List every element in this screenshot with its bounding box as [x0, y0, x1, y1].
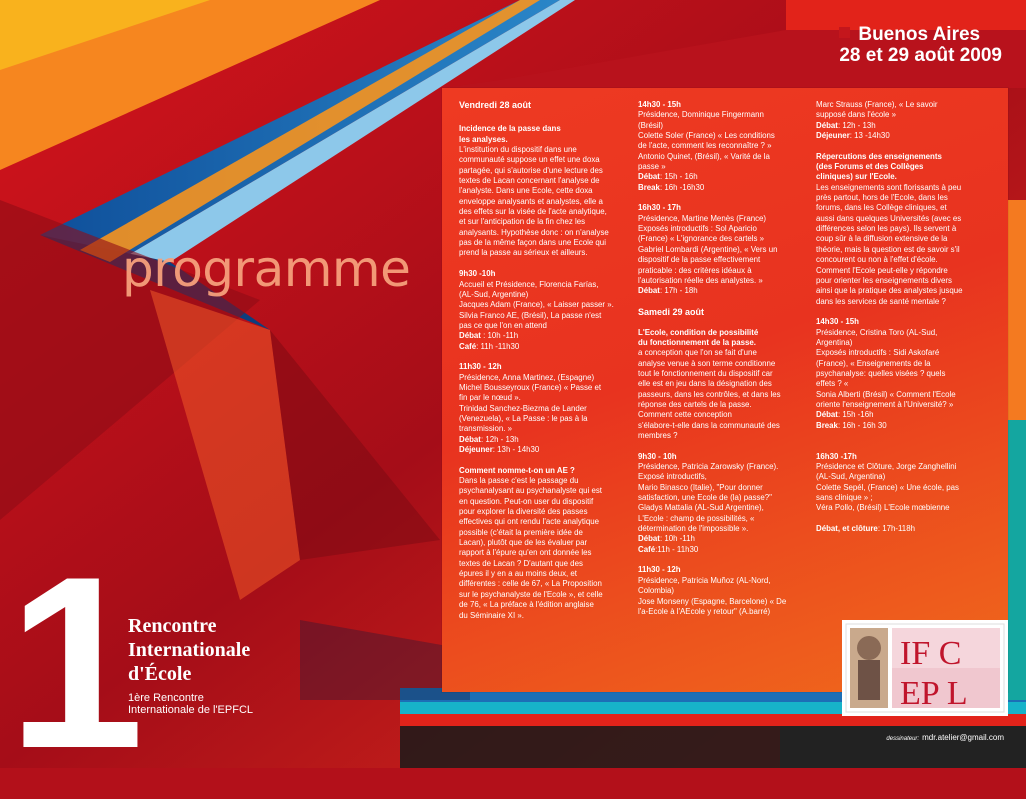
- text-line: analysants. Hypothèse donc : on n'analyse: [459, 227, 609, 237]
- text-line: l'autorisation réelle des analystes. »: [638, 275, 763, 285]
- programme-panel: [442, 88, 1008, 692]
- text-line: Exposés introductifs : Sidi Askofaré: [816, 348, 940, 358]
- text-line: communauté suppose un effet une doxa: [459, 155, 600, 165]
- text-line: Café: 11h -11h30: [459, 341, 520, 351]
- text-line: sans clinique » ;: [816, 493, 873, 503]
- text-line: du Séminaire XI ».: [459, 610, 524, 620]
- text-line: Accueil et Présidence, Florencia Farías,: [459, 279, 599, 289]
- text-line: Débat, et clôture: 17h-118h: [816, 524, 915, 534]
- text-line: Gabriel Lombardi (Argentine), « Vers un: [638, 244, 778, 254]
- section-heading: Répercutions des enseignements: [816, 151, 942, 161]
- text-line: Débat: 12h - 13h: [816, 120, 876, 130]
- text-line: ainsi que la pratique des analystes jusque: [816, 286, 963, 296]
- session-time: 9h30 -10h: [459, 269, 496, 279]
- programme-title: programme: [122, 240, 411, 298]
- section-heading: du fonctionnement de la passe.: [638, 337, 756, 347]
- text-line: pas de la même façon dans une Ecole qui: [459, 238, 606, 248]
- text-line: Exposés introductifs : Sol Aparicio: [638, 224, 757, 234]
- text-line: dispositif de la passe effectivement: [638, 255, 761, 265]
- session-time: 16h30 -17h: [816, 451, 857, 461]
- text-line: Exposé introductifs,: [638, 472, 707, 482]
- text-line: Café:11h - 11h30: [638, 544, 699, 554]
- session-time: 14h30 - 15h: [638, 100, 681, 109]
- text-line: effets ? «: [816, 379, 849, 389]
- text-line: Déjeuner: 13h - 14h30: [459, 445, 540, 454]
- text-line: (France) « L'ignorance des cartels »: [638, 234, 765, 244]
- text-line: prend la passe au sérieux et ailleurs.: [459, 248, 588, 258]
- text-line: différences selon les pays). Ils servent à: [816, 224, 957, 234]
- text-line: Lacan), plutôt que de les évaluer par: [459, 538, 588, 548]
- text-line: de 76, « La préface à l'édition anglaise: [459, 600, 594, 610]
- text-line: près partout, hors de l'Ecole, dans les: [816, 193, 948, 203]
- text-line: aussi dans quelques Universités (avec es: [816, 213, 962, 223]
- text-line: Présidence, Dominique Fingermann: [638, 110, 764, 120]
- text-line: possible (c'était la première idée de: [459, 527, 583, 537]
- event-dates: 28 et 29 août 2009: [839, 45, 1002, 66]
- event-title-line: Rencontre: [128, 615, 217, 637]
- text-line: rapport à l'épure qu'en ont donnée les: [459, 548, 592, 558]
- text-line: Débat: 12h - 13h: [459, 434, 519, 444]
- epfcl-logo-graphic: [842, 620, 1008, 716]
- text-line: (France), « Enseignements de la: [816, 358, 931, 368]
- text-line: passe »: [638, 162, 666, 172]
- column-friday-saturday: [638, 100, 803, 617]
- text-line: réponse des cartels de la passe.: [638, 399, 752, 409]
- logo-text-top: IF C: [900, 635, 962, 672]
- text-line: analyse venue à son terme conditionne: [638, 358, 776, 368]
- text-line: Débat: 15h - 16h: [638, 172, 698, 182]
- session-time: 16h30 - 17h: [638, 203, 681, 213]
- section-heading: (des Forums et des Collèges: [816, 162, 924, 172]
- text-line: praticable : des critères idéaux à: [638, 265, 752, 275]
- section-heading: Comment nomme-t-on un AE ?: [459, 465, 575, 475]
- text-line: concourent ou non à l'effet d'école.: [816, 255, 938, 265]
- red-square-icon: [839, 27, 850, 38]
- credit-label: dessinateur:: [886, 736, 920, 742]
- session-time: 11h30 - 12h: [638, 565, 681, 575]
- text-line: elle est en jeu dans la désignation des: [638, 379, 772, 389]
- text-line: Comment l'Ecole peut-elle y répondre: [816, 265, 948, 275]
- text-line: Présidence, Patricia Muñoz (AL-Nord,: [638, 575, 771, 585]
- text-line: passeurs, dans les contrôles, et dans les: [638, 389, 781, 399]
- text-line: l'analyste. Dans une Ecole, cette doxa: [459, 186, 593, 196]
- text-line: effectives qui ont rendu l'acte analytique: [459, 517, 599, 527]
- event-city: Buenos Aires: [858, 24, 981, 45]
- text-line: l'a-Ecole à l'AEcole y retour" (A.barré): [638, 606, 771, 616]
- text-line: forums, dans les Collège cliniques, et: [816, 203, 947, 213]
- event-location-dates: [839, 24, 1002, 66]
- text-line: Break: 16h - 16h 30: [816, 420, 887, 430]
- text-line: transmission. »: [459, 424, 513, 434]
- text-line: Colombia): [638, 586, 674, 596]
- text-line: Trinidad Sanchez-Biezma de Lander: [459, 403, 587, 413]
- text-line: membres ?: [638, 431, 678, 440]
- text-line: Comment cette conception: [638, 410, 732, 420]
- text-line: partagée, qui s'autorise d'une lecture des: [459, 165, 603, 175]
- text-line: (Brésil): [638, 120, 663, 130]
- text-line: Véra Pollo, (Brésil) L'Ecole mœbienne: [816, 503, 950, 513]
- text-line: textes de Lacan ? D'autant que des: [459, 558, 583, 568]
- text-line: Présidence, Anna Martinez, (Espagne): [459, 372, 595, 382]
- session-time: 14h30 - 15h: [816, 317, 859, 327]
- text-line: s'élabore-t-elle dans la communauté des: [638, 420, 780, 430]
- text-line: Gladys Mattalia (AL-Sud Argentine),: [638, 503, 764, 513]
- text-line: Débat : 10h -11h: [459, 331, 519, 341]
- text-line: tout le fonctionnement du dispositif car: [638, 368, 773, 378]
- text-line: Débat: 15h -16h: [816, 410, 874, 420]
- event-subtitle-line: Internationale de l'EPFCL: [128, 704, 254, 716]
- text-line: psychanalyse: quelles visées ? quels: [816, 368, 946, 378]
- column-friday: [459, 100, 624, 621]
- event-title-line: d'École: [128, 663, 192, 685]
- text-line: Marc Strauss (France), « Le savoir: [816, 100, 938, 109]
- text-line: coup sûr à la diffusion extensive de la: [816, 234, 948, 244]
- text-line: L'Ecole : champ de possibilités, «: [638, 513, 755, 523]
- text-line: théorie, mais la question est de savoir s'il: [816, 244, 960, 254]
- text-line: Présidence, Patricia Zarowsky (France).: [638, 462, 779, 472]
- column-saturday: [816, 100, 996, 534]
- text-line: Jacques Adam (France), « Laisser passer ».: [459, 300, 614, 310]
- text-line: détermination de l'impossible ».: [638, 524, 749, 534]
- session-time: 9h30 - 10h: [638, 451, 677, 461]
- text-line: pour explorer la diversité des passes: [459, 507, 588, 517]
- event-subtitle: [128, 692, 253, 716]
- section-heading: L'Ecole, condition de possibilité: [638, 327, 759, 337]
- text-line: oriente l'enseignement à l'Université? »: [816, 399, 954, 409]
- section-heading: les analyses.: [459, 134, 508, 144]
- text-line: enveloppe analysants et analystes, elle a: [459, 196, 603, 206]
- text-line: satisfaction, une Ecole de (la) passe?": [638, 493, 772, 503]
- text-line: supposé dans l'école »: [816, 110, 897, 120]
- text-line: Sonia Alberti (Brésil) « Comment l'Ecole: [816, 389, 956, 399]
- text-line: sur le psychanalyste de l'Ecole », et celle: [459, 589, 603, 599]
- session-time: 11h30 - 12h: [459, 362, 502, 372]
- text-line: textes de Lacan concernant l'analyse de: [459, 176, 600, 186]
- logo-text-bottom: EP L: [900, 675, 968, 712]
- event-number: 1: [8, 525, 137, 799]
- event-subtitle-line: 1ère Rencontre: [128, 692, 204, 704]
- event-title: [128, 614, 250, 686]
- text-line: Michel Bousseyroux (France) « Passe et: [459, 382, 602, 392]
- text-line: Break: 16h -16h30: [638, 182, 705, 192]
- text-line: fin par le nœud ».: [459, 393, 521, 403]
- text-line: Présidence, Martine Menès (France): [638, 213, 767, 223]
- text-line: Jose Monseny (Espagne, Barcelone) « De: [638, 596, 787, 606]
- epfcl-logo: [842, 620, 1008, 716]
- day-heading: Vendredi 28 août: [459, 100, 532, 110]
- text-line: Silvia Franco AE, (Brésil), La passe n'est: [459, 310, 602, 320]
- text-line: des effets sur la visée de l'acte analytique,: [459, 207, 607, 217]
- text-line: Dans la passe c'est le passage du: [459, 476, 579, 486]
- text-line: (Venezuela), « La Passe : le pas à la: [459, 413, 588, 423]
- text-line: a conception que l'on se fait d'une: [638, 348, 757, 358]
- text-line: épures il y en a au moins deux, et: [459, 569, 577, 579]
- text-line: pas ce que l'on en attend: [459, 320, 547, 330]
- text-line: différentes : celle de 67, « La Proposition: [459, 579, 602, 589]
- text-line: Les enseignements sont florissants à peu: [816, 182, 962, 192]
- text-line: Colette Soler (France) « Les conditions: [638, 131, 775, 141]
- text-line: Déjeuner: 13 -14h30: [816, 131, 890, 141]
- text-line: (AL-Sud, Argentina): [816, 472, 886, 482]
- text-line: et sur l'anticipation de la fin chez les: [459, 217, 586, 227]
- text-line: de l'acte, comment les reconnaître ? »: [638, 141, 772, 151]
- day-heading: Samedi 29 août: [638, 306, 705, 317]
- text-line: en question. Peut-on user du dispositif: [459, 496, 594, 506]
- section-heading: cliniques) sur l'Ecole.: [816, 172, 897, 182]
- text-line: Présidence et Clôture, Jorge Zanghellini: [816, 462, 957, 472]
- text-line: Mario Binasco (Italie), "Pour donner: [638, 482, 763, 492]
- text-line: L'institution du dispositif dans une: [459, 145, 577, 155]
- designer-credit: [886, 733, 1004, 742]
- credit-email[interactable]: mdr.atelier@gmail.com: [922, 733, 1004, 742]
- text-line: Débat: 10h -11h: [638, 534, 695, 544]
- text-line: Argentina): [816, 337, 853, 347]
- text-line: Antonio Quinet, (Brésil), « Varité de la: [638, 151, 770, 161]
- text-line: Présidence, Cristina Toro (AL-Sud,: [816, 327, 938, 337]
- text-line: Colette Sepél, (France) « Une école, pas: [816, 482, 959, 492]
- text-line: (AL-Sud, Argentine): [459, 289, 529, 299]
- text-line: dans les services de santé mentale ?: [816, 296, 946, 306]
- event-title-line: Internationale: [128, 639, 251, 661]
- text-line: Débat: 17h - 18h: [638, 286, 698, 296]
- text-line: pour orienter les enseignements divers: [816, 275, 952, 285]
- text-line: psychanalysant au psychanalyste qui est: [459, 486, 602, 496]
- section-heading: Incidence de la passe dans: [459, 124, 561, 134]
